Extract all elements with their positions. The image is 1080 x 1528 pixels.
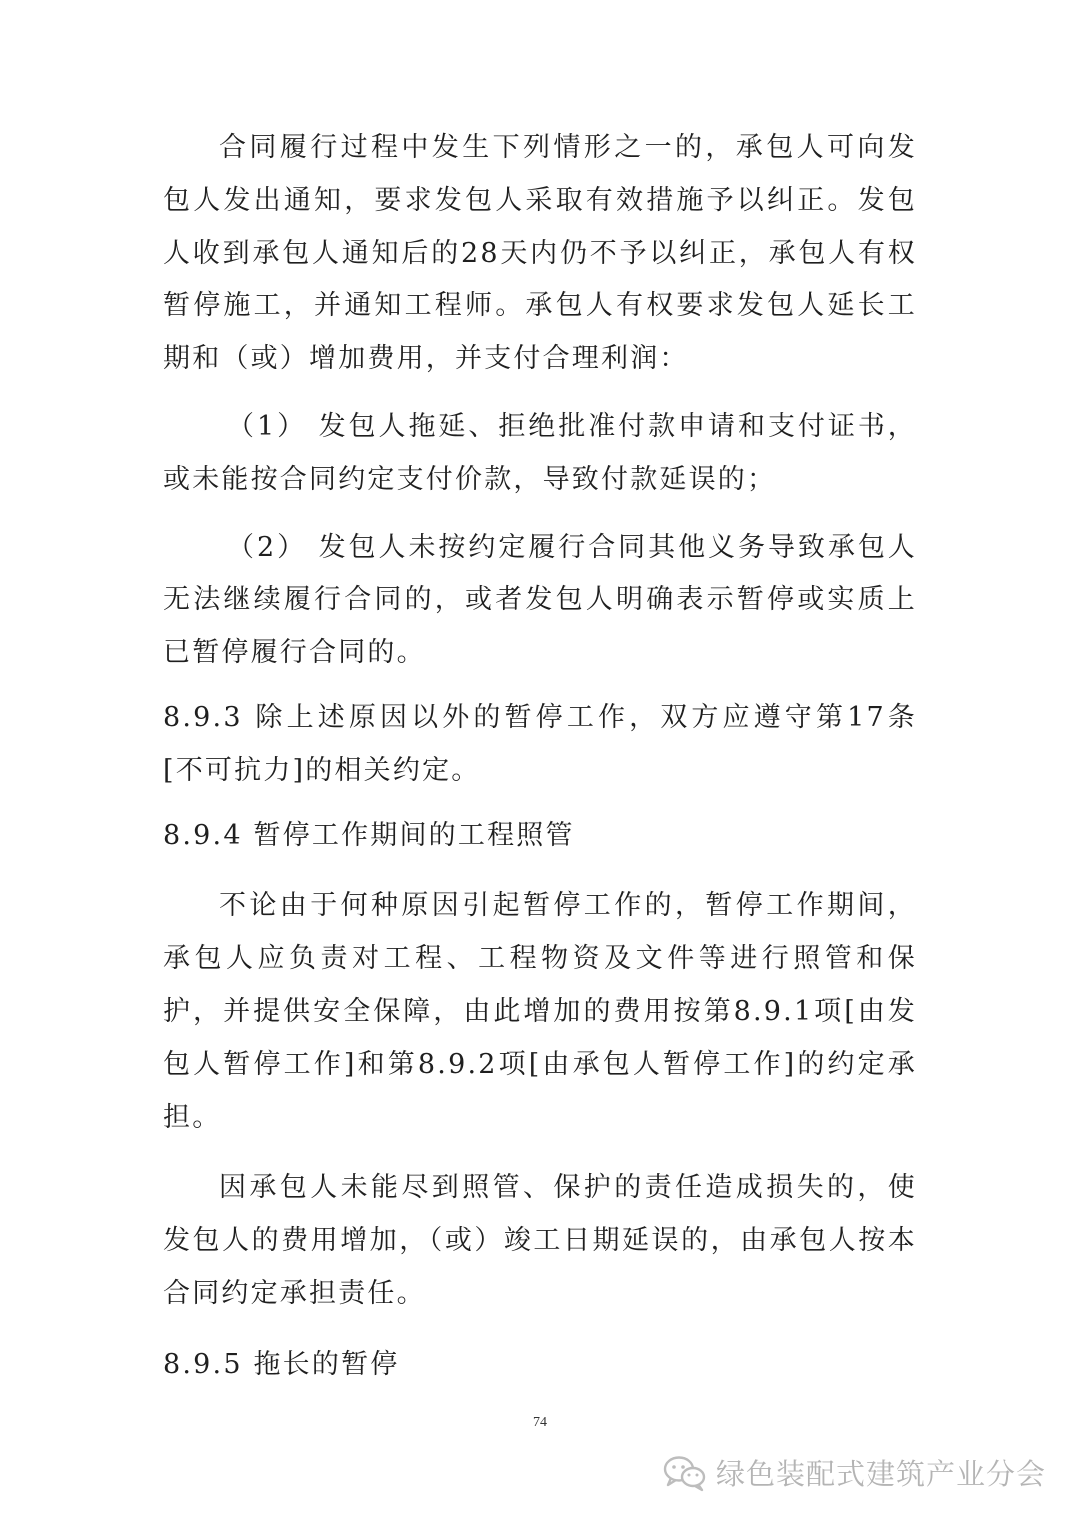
list-item-1: （1） 发包人拖延、拒绝批准付款申请和支付证书，或未能按合同约定支付价款，导致付款延误的； xyxy=(163,410,917,495)
section-8-9-4-heading: 8.9.4 暂停工作期间的工程照管 xyxy=(163,819,575,851)
wechat-icon xyxy=(662,1453,708,1493)
section-8-9-5-heading: 8.9.5 拖长的暂停 xyxy=(163,1348,400,1380)
paragraph-suspension-conditions: 合同履行过程中发生下列情形之一的，承包人可向发包人发出通知，要求发包人采取有效措施予以纠正。发包人收到承包人通知后的28天内仍不予以纠正，承包人有权暂停施工，并通知工程师。承包人有权要求发包人延长工期和（或）增加费用，并支付合理利润： xyxy=(163,132,917,375)
section-8-9-3: 8.9.3 除上述原因以外的暂停工作，双方应遵守第17条[不可抗力]的相关约定。 xyxy=(163,701,917,786)
document-body xyxy=(163,122,917,1392)
watermark xyxy=(662,1452,1046,1493)
watermark-text: 绿色装配式建筑产业分会 xyxy=(715,1457,1046,1491)
paragraph-care-during-suspension: 不论由于何种原因引起暂停工作的，暂停工作期间，承包人应负责对工程、工程物资及文件等进行照管和保护，并提供安全保障，由此增加的费用按第8.9.1项[由发包人暂停工作]和第8.9.2项[由承包人暂停工作]的约定承担。 xyxy=(163,890,917,1133)
paragraph-contractor-liability: 因承包人未能尽到照管、保护的责任造成损失的，使发包人的费用增加，（或）竣工日期延误的，由承包人按本合同约定承担责任。 xyxy=(163,1172,917,1309)
page-number: 74 xyxy=(533,1415,547,1430)
list-item-2: （2） 发包人未按约定履行合同其他义务导致承包人无法继续履行合同的，或者发包人明确表示暂停或实质上已暂停履行合同的。 xyxy=(163,531,917,669)
